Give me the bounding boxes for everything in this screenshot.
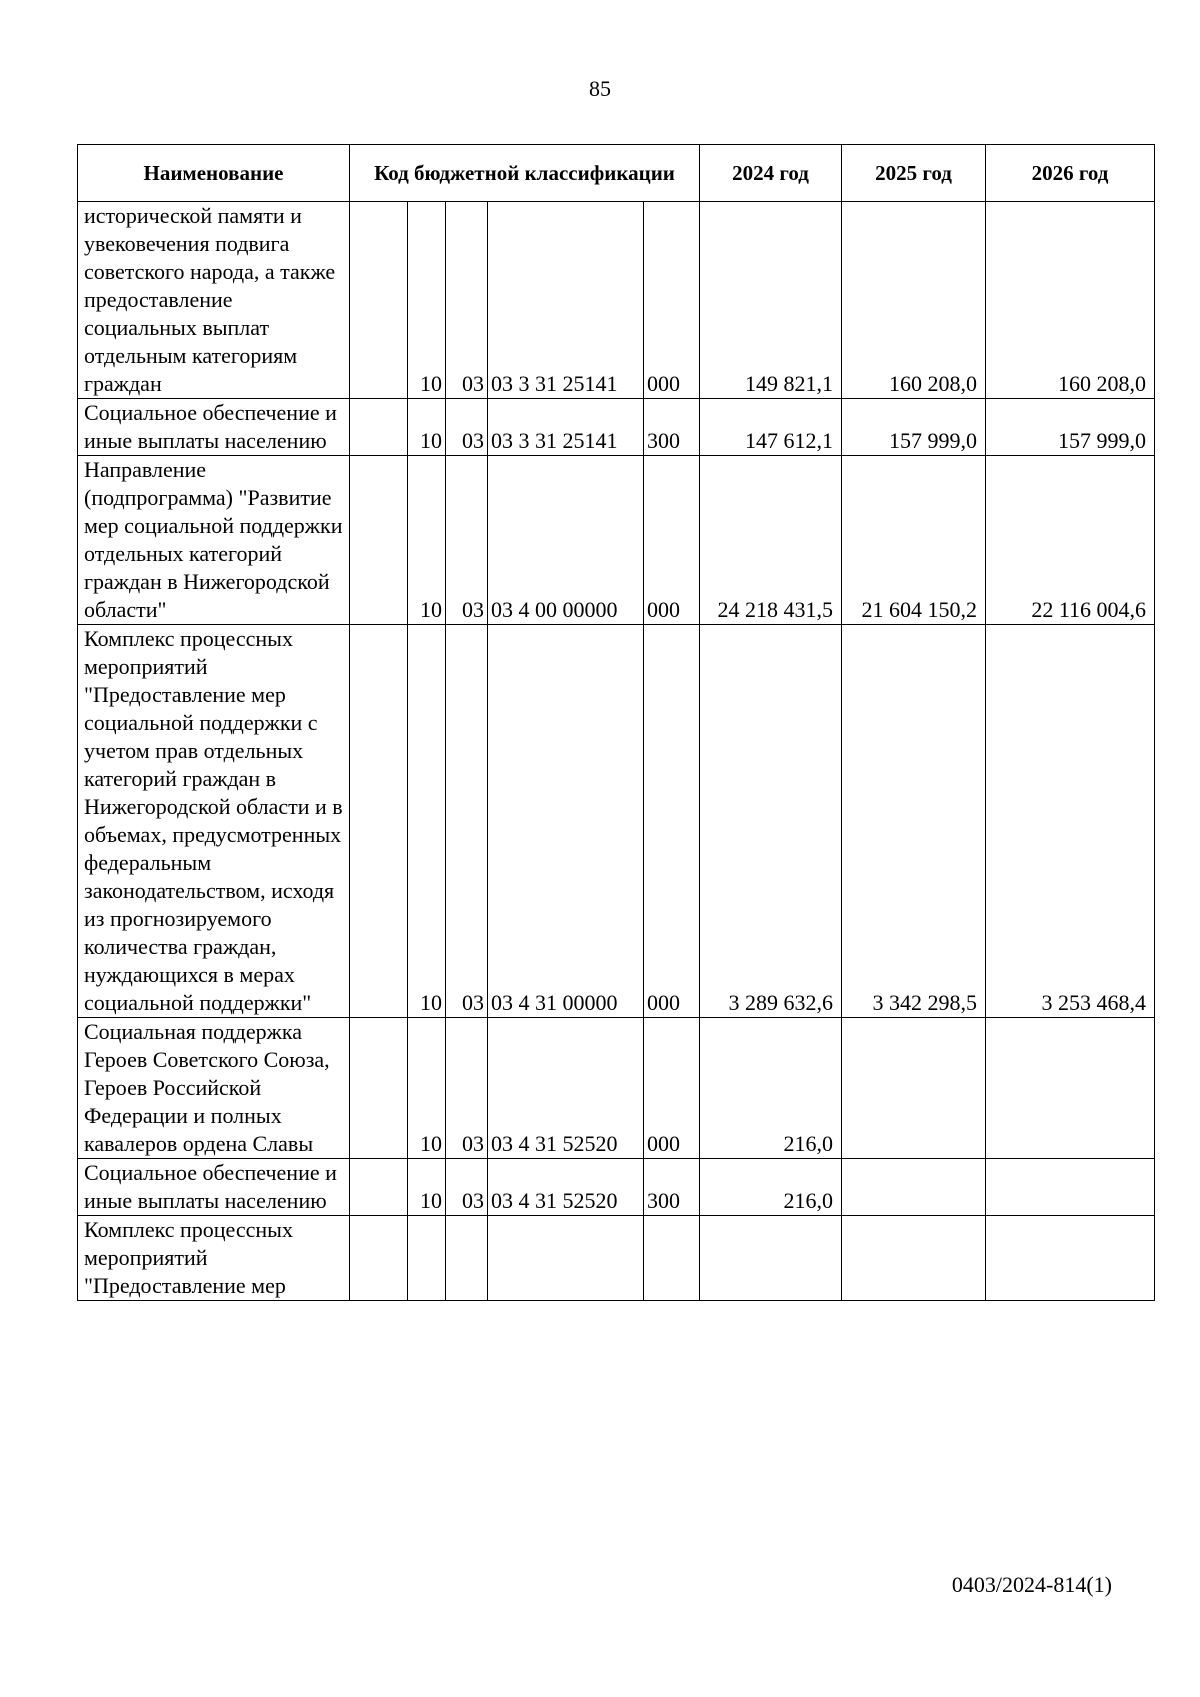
- code-type: 000: [644, 202, 700, 399]
- code-section: [408, 1216, 446, 1301]
- header-2025: 2025 год: [842, 145, 986, 202]
- value-2024: 216,0: [700, 1159, 842, 1216]
- code-target: 03 4 00 00000: [488, 456, 644, 625]
- row-name: исторической памяти и увековечения подвига советского народа, а также предоставление социальных выплат отдельным категориям граждан: [78, 202, 350, 399]
- code-blank: [350, 1216, 408, 1301]
- code-section: 10: [408, 1018, 446, 1159]
- page-number: 85: [589, 76, 611, 101]
- table-row: [78, 456, 1155, 625]
- code-subsection: 03: [446, 202, 488, 399]
- code-target: 03 4 31 52520: [488, 1018, 644, 1159]
- code-target: 03 4 31 52520: [488, 1159, 644, 1216]
- table-row: [78, 1159, 1155, 1216]
- code-target: 03 3 31 25141: [488, 399, 644, 456]
- row-name: Социальное обеспечение и иные выплаты населению: [78, 399, 350, 456]
- value-2024: 216,0: [700, 1018, 842, 1159]
- document-number: 0403/2024-814(1): [951, 1572, 1112, 1597]
- code-blank: [350, 1018, 408, 1159]
- code-type: [644, 1216, 700, 1301]
- row-name: Социальная поддержка Героев Советского Союза, Героев Российской Федерации и полных кавалеров ордена Славы: [78, 1018, 350, 1159]
- code-target: 03 4 31 00000: [488, 625, 644, 1018]
- code-section: 10: [408, 1159, 446, 1216]
- code-section: 10: [408, 625, 446, 1018]
- code-type: 000: [644, 456, 700, 625]
- value-2026: 160 208,0: [986, 202, 1155, 399]
- row-name: Направление (подпрограмма) "Развитие мер социальной поддержки отдельных категорий граждан в Нижегородской области": [78, 456, 350, 625]
- value-2025: [842, 1018, 986, 1159]
- row-name: Социальное обеспечение и иные выплаты населению: [78, 1159, 350, 1216]
- table-row: [78, 625, 1155, 1018]
- value-2025: 160 208,0: [842, 202, 986, 399]
- value-2026: [986, 1018, 1155, 1159]
- header-code: Код бюджетной классификации: [350, 145, 700, 202]
- code-type: 300: [644, 1159, 700, 1216]
- value-2026: [986, 1159, 1155, 1216]
- value-2024: 3 289 632,6: [700, 625, 842, 1018]
- code-target: 03 3 31 25141: [488, 202, 644, 399]
- value-2025: 157 999,0: [842, 399, 986, 456]
- value-2025: [842, 1216, 986, 1301]
- value-2026: 22 116 004,6: [986, 456, 1155, 625]
- budget-table: [77, 144, 1155, 1301]
- row-name: Комплекс процессных мероприятий "Предоставление мер социальной поддержки с учетом прав отдельных категорий граждан в Нижегородской области и в объемах, предусмотренных федеральным законодательством, исходя из прогнозируемого количества граждан, нуждающихся в мерах социальной поддержки": [78, 625, 350, 1018]
- table-row: [78, 1018, 1155, 1159]
- table-row: [78, 399, 1155, 456]
- code-subsection: 03: [446, 399, 488, 456]
- code-subsection: 03: [446, 1159, 488, 1216]
- header-2026: 2026 год: [986, 145, 1155, 202]
- table-row: [78, 202, 1155, 399]
- code-blank: [350, 202, 408, 399]
- header-name: Наименование: [78, 145, 350, 202]
- value-2024: [700, 1216, 842, 1301]
- value-2025: [842, 1159, 986, 1216]
- code-section: 10: [408, 399, 446, 456]
- header-2024: 2024 год: [700, 145, 842, 202]
- value-2024: 24 218 431,5: [700, 456, 842, 625]
- table-row: [78, 1216, 1155, 1301]
- value-2026: [986, 1216, 1155, 1301]
- code-type: 300: [644, 399, 700, 456]
- code-blank: [350, 399, 408, 456]
- code-subsection: 03: [446, 456, 488, 625]
- code-section: 10: [408, 202, 446, 399]
- code-subsection: 03: [446, 1018, 488, 1159]
- code-blank: [350, 625, 408, 1018]
- value-2024: 149 821,1: [700, 202, 842, 399]
- code-blank: [350, 1159, 408, 1216]
- value-2025: 3 342 298,5: [842, 625, 986, 1018]
- header-row: [78, 145, 1155, 202]
- code-subsection: [446, 1216, 488, 1301]
- row-name: Комплекс процессных мероприятий "Предоставление мер: [78, 1216, 350, 1301]
- code-type: 000: [644, 1018, 700, 1159]
- code-section: 10: [408, 456, 446, 625]
- value-2024: 147 612,1: [700, 399, 842, 456]
- code-subsection: 03: [446, 625, 488, 1018]
- code-blank: [350, 456, 408, 625]
- code-target: [488, 1216, 644, 1301]
- value-2026: 3 253 468,4: [986, 625, 1155, 1018]
- code-type: 000: [644, 625, 700, 1018]
- value-2026: 157 999,0: [986, 399, 1155, 456]
- value-2025: 21 604 150,2: [842, 456, 986, 625]
